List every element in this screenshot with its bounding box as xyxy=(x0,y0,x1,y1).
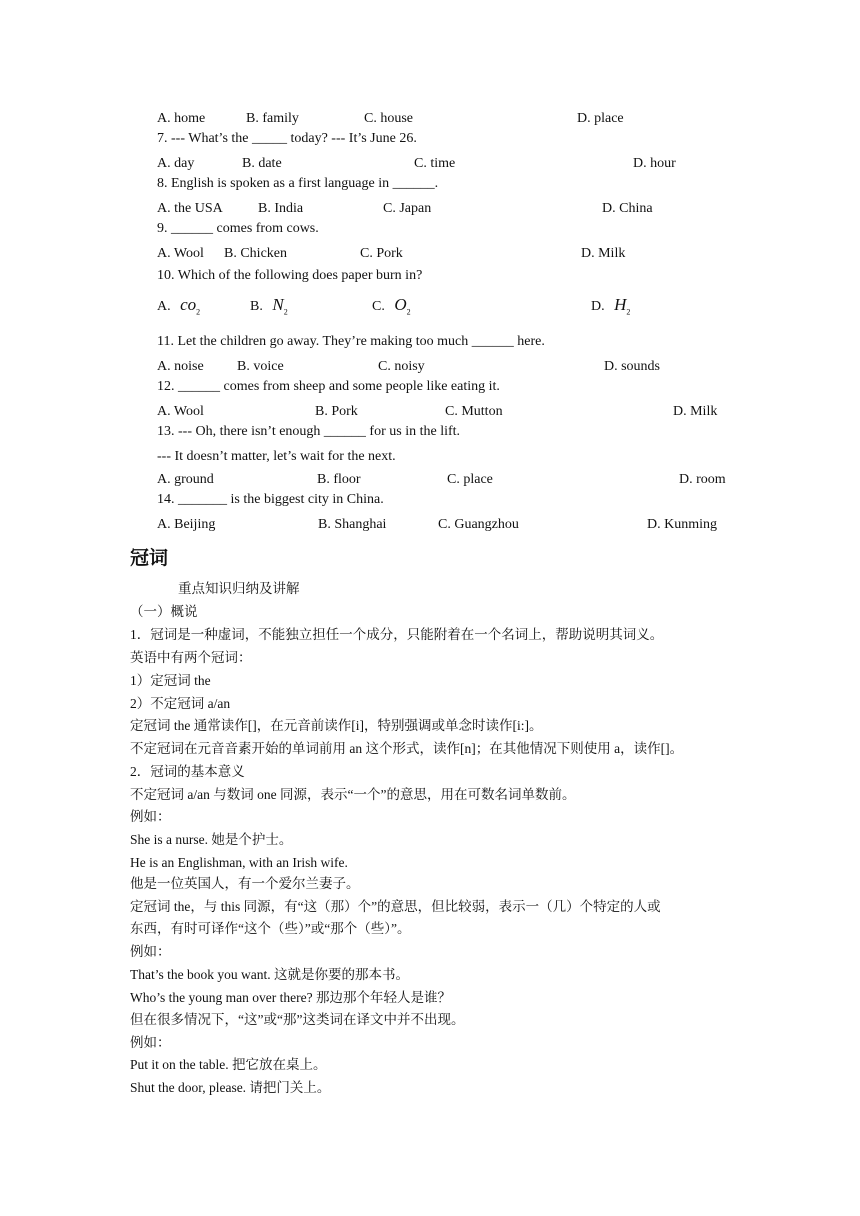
formula-symbol: N xyxy=(272,295,284,314)
text-line: 例如： xyxy=(130,1035,171,1050)
text-line: 例如： xyxy=(130,809,171,824)
text-line: （一）概说 xyxy=(130,604,198,619)
text-line: Who’s the young man over there? 那边那个年轻人是谁？ xyxy=(130,990,451,1005)
option-letter: D. xyxy=(591,299,605,314)
option-b: B. date xyxy=(242,156,282,171)
option-c: C. Mutton xyxy=(445,404,503,419)
option-d: D. Milk xyxy=(673,404,718,419)
option-c: C. place xyxy=(447,472,493,487)
option-b: B. Pork xyxy=(315,404,358,419)
section-title: 冠词 xyxy=(130,547,169,569)
formula-subscript: 2 xyxy=(626,307,631,317)
text-line: 1）定冠词 the xyxy=(130,673,211,688)
option-letter: A. xyxy=(157,299,171,314)
option-c: C. noisy xyxy=(378,359,425,374)
option-b: B. Shanghai xyxy=(318,517,387,532)
text-line: 2）不定冠词 a/an xyxy=(130,696,231,711)
text-line: Shut the door, please. 请把门关上。 xyxy=(130,1080,331,1095)
option-b: B. family xyxy=(246,111,299,126)
question-stem-continued: --- It doesn’t matter, let’s wait for the next. xyxy=(157,449,396,464)
text-line: 不定冠词在元音音素开始的单词前用 an 这个形式，读作[n]；在其他情况下则使用 a，读作[]。 xyxy=(130,741,684,756)
question-stem: 13. --- Oh, there isn’t enough ______ for us in the lift. xyxy=(157,424,461,439)
text-line: 定冠词 the 通常读作[]，在元音前读作[i]，特别强调或单念时读作[i:]。 xyxy=(130,718,543,733)
option-d: D. Milk xyxy=(581,246,626,261)
text-line: That’s the book you want. 这就是你要的那本书。 xyxy=(130,967,409,982)
option-d: D. place xyxy=(577,111,624,126)
option-a: A. Wool xyxy=(157,404,204,419)
option-b xyxy=(250,296,288,321)
option-a: A. noise xyxy=(157,359,204,374)
option-letter: B. xyxy=(250,299,263,314)
text-line: 例如： xyxy=(130,944,171,959)
section-subtitle: 重点知识归纳及讲解 xyxy=(178,581,300,596)
text-line: 定冠词 the，与 this 同源，有“这（那）个”的意思，但比较弱，表示一（几）个特定的人或 xyxy=(130,899,661,914)
chemical-formula xyxy=(614,295,631,317)
option-letter: C. xyxy=(372,299,385,314)
option-c: C. Japan xyxy=(383,201,432,216)
option-b: B. voice xyxy=(237,359,284,374)
question-stem: 11. Let the children go away. They’re making too much ______ here. xyxy=(157,334,545,349)
option-d xyxy=(591,296,630,321)
formula-symbol: H xyxy=(614,295,627,314)
formula-subscript: 2 xyxy=(406,307,411,317)
chemical-formula xyxy=(180,295,201,317)
formula-subscript: 2 xyxy=(283,307,288,317)
chemical-formula xyxy=(272,295,288,317)
text-line: 不定冠词 a/an 与数词 one 同源，表示“一个”的意思，用在可数名词单数前。 xyxy=(130,787,576,802)
option-c: C. Pork xyxy=(360,246,403,261)
question-stem: 9. ______ comes from cows. xyxy=(157,221,319,236)
option-c: C. time xyxy=(414,156,456,171)
text-line: Put it on the table. 把它放在桌上。 xyxy=(130,1057,327,1072)
text-line: 他是一位英国人，有一个爱尔兰妻子。 xyxy=(130,876,360,891)
option-a: A. Beijing xyxy=(157,517,216,532)
question-stem: 10. Which of the following does paper burn in? xyxy=(157,268,423,283)
option-d: D. room xyxy=(679,472,726,487)
text-line: 2．冠词的基本意义 xyxy=(130,764,245,779)
text-line: 东西，有时可译作“这个（些）”或“那个（些）”。 xyxy=(130,921,411,936)
text-line: 但在很多情况下，“这”或“那”这类词在译文中并不出现。 xyxy=(130,1012,465,1027)
question-stem: 7. --- What’s the _____ today? --- It’s June 26. xyxy=(157,131,417,146)
option-a: A. the USA xyxy=(157,201,223,216)
option-b: B. floor xyxy=(317,472,361,487)
option-d: D. Kunming xyxy=(647,517,717,532)
question-stem: 14. _______ is the biggest city in China. xyxy=(157,492,384,507)
option-b: B. Chicken xyxy=(224,246,287,261)
formula-subscript: 2 xyxy=(196,307,201,317)
text-line: 英语中有两个冠词： xyxy=(130,650,252,665)
formula-symbol: O xyxy=(394,295,407,314)
option-a: A. Wool xyxy=(157,246,204,261)
text-line: He is an Englishman, with an Irish wife. xyxy=(130,855,348,870)
formula-symbol: co xyxy=(180,295,197,314)
option-d: D. China xyxy=(602,201,653,216)
text-line: She is a nurse. 她是个护士。 xyxy=(130,832,293,847)
option-c: C. house xyxy=(364,111,413,126)
option-a xyxy=(157,296,200,321)
option-c xyxy=(372,296,411,321)
option-c: C. Guangzhou xyxy=(438,517,519,532)
text-line: 1．冠词是一种虚词，不能独立担任一个成分，只能附着在一个名词上，帮助说明其词义。 xyxy=(130,627,664,642)
option-b: B. India xyxy=(258,201,304,216)
option-a: A. day xyxy=(157,156,195,171)
question-stem: 12. ______ comes from sheep and some people like eating it. xyxy=(157,379,500,394)
chemical-formula xyxy=(394,295,411,317)
option-a: A. home xyxy=(157,111,206,126)
question-stem: 8. English is spoken as a first language in ______. xyxy=(157,176,439,191)
option-d: D. sounds xyxy=(604,359,661,374)
option-a: A. ground xyxy=(157,472,214,487)
option-d: D. hour xyxy=(633,156,676,171)
